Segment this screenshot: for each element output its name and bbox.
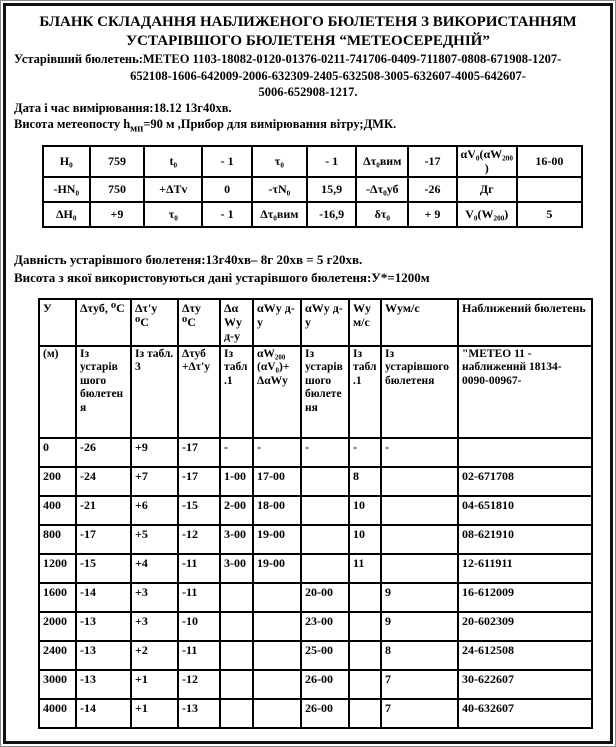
- main-cell: -26: [76, 438, 131, 467]
- summary-cell: 5: [517, 202, 582, 227]
- main-cell: 19-00: [253, 554, 301, 583]
- main-cell: -: [301, 438, 349, 467]
- main-subheader-cell: "МЕТЕО 11 - наближений 18134-0090-00967-: [458, 346, 592, 438]
- main-cell: [220, 670, 253, 699]
- summary-cell: τ₀: [252, 146, 307, 176]
- main-cell: [220, 641, 253, 670]
- main-row: [39, 612, 592, 641]
- main-cell: +3: [131, 583, 178, 612]
- main-cell: 26-00: [301, 670, 349, 699]
- main-subheader-cell: (м): [39, 346, 76, 438]
- main-cell: -15: [76, 554, 131, 583]
- main-cell: 23-00: [301, 612, 349, 641]
- main-cell: 3-00: [220, 525, 253, 554]
- main-cell: [253, 583, 301, 612]
- main-subheader-cell: Із устарівшого бюлетеня: [381, 346, 458, 438]
- main-cell: -24: [76, 467, 131, 496]
- main-cell: [253, 641, 301, 670]
- main-subheader-row: [39, 346, 592, 438]
- main-cell: [301, 525, 349, 554]
- main-cell: +6: [131, 496, 178, 525]
- summary-cell: -17: [408, 146, 457, 176]
- summary-cell: [517, 177, 582, 202]
- main-cell: [253, 699, 301, 728]
- main-cell: [458, 438, 592, 467]
- main-row: [39, 496, 592, 525]
- main-cell: 17-00: [253, 467, 301, 496]
- main-cell: 1200: [39, 554, 76, 583]
- main-cell: -14: [76, 583, 131, 612]
- main-cell: -13: [76, 641, 131, 670]
- main-cell: [301, 467, 349, 496]
- main-cell: 2-00: [220, 496, 253, 525]
- summary-cell: ΔН₀: [43, 202, 90, 227]
- height-subscript: мп: [130, 123, 144, 135]
- main-cell: -21: [76, 496, 131, 525]
- main-cell: [349, 612, 381, 641]
- summary-cell: Дг: [457, 177, 517, 202]
- summary-cell: -26: [408, 177, 457, 202]
- main-cell: 08-621910: [458, 525, 592, 554]
- main-row: [39, 641, 592, 670]
- summary-cell: -НN₀: [43, 177, 90, 202]
- main-header-cell: Наближений бюлетень: [458, 299, 592, 345]
- title-line-2: УСТАРІВШОГО БЮЛЕТЕНЯ “МЕТЕОСЕРЕДНІЙ”: [126, 33, 490, 50]
- main-cell: 4000: [39, 699, 76, 728]
- main-header-cell: Δτуб, ⁰С: [76, 299, 131, 345]
- main-cell: -13: [178, 699, 220, 728]
- main-header-cell: Δτу ⁰С: [178, 299, 220, 345]
- main-cell: -12: [178, 670, 220, 699]
- main-cell: [301, 496, 349, 525]
- main-cell: -: [349, 438, 381, 467]
- main-cell: 8: [349, 467, 381, 496]
- summary-row: [43, 202, 582, 227]
- main-cell: +7: [131, 467, 178, 496]
- document-frame: [3, 3, 613, 744]
- main-cell: +4: [131, 554, 178, 583]
- main-cell: +1: [131, 670, 178, 699]
- summary-cell: Δτ₀вим: [356, 146, 408, 176]
- main-cell: [220, 612, 253, 641]
- main-cell: 11: [349, 554, 381, 583]
- summary-cell: δτ₀: [356, 202, 408, 227]
- main-cell: [220, 583, 253, 612]
- summary-cell: t₀: [144, 146, 202, 176]
- main-cell: 25-00: [301, 641, 349, 670]
- main-cell: [349, 641, 381, 670]
- main-cell: 40-632607: [458, 699, 592, 728]
- height-used-line: Висота з якої використовуються дані устарівшого бюлетеня:У*=1200м: [14, 269, 430, 285]
- main-cell: 2000: [39, 612, 76, 641]
- main-cell: 30-622607: [458, 670, 592, 699]
- main-row: [39, 467, 592, 496]
- main-cell: [301, 554, 349, 583]
- main-cell: -17: [178, 467, 220, 496]
- main-cell: +2: [131, 641, 178, 670]
- old-bulletin-line-1: Устарівший бюлетень:МЕТЕО 1103-18082-0120-01376-0211-741706-0409-711807-0808-671908-1207-: [14, 52, 562, 67]
- main-row: [39, 699, 592, 728]
- main-cell: -: [220, 438, 253, 467]
- main-cell: [220, 699, 253, 728]
- main-row: [39, 670, 592, 699]
- summary-cell: 750: [90, 177, 145, 202]
- main-cell: 3000: [39, 670, 76, 699]
- height-suffix: =90 м ,Прибор для вимірювання вітру;ДМК.: [143, 117, 397, 132]
- summary-cell: αV₀(αW₂₀₀): [457, 146, 517, 176]
- main-cell: 04-651810: [458, 496, 592, 525]
- summary-cell: - 1: [202, 202, 252, 227]
- main-header-cell: У: [39, 299, 76, 345]
- summary-cell: Н₀: [43, 146, 90, 176]
- summary-row: [43, 177, 582, 202]
- main-cell: [381, 525, 458, 554]
- summary-cell: +9: [90, 202, 145, 227]
- main-cell: -11: [178, 554, 220, 583]
- main-cell: 10: [349, 496, 381, 525]
- main-cell: +5: [131, 525, 178, 554]
- summary-cell: V₀(W₂₀₀): [457, 202, 517, 227]
- main-cell: -14: [76, 699, 131, 728]
- main-row: [39, 583, 592, 612]
- main-cell: -13: [76, 612, 131, 641]
- main-cell: -10: [178, 612, 220, 641]
- main-cell: [349, 670, 381, 699]
- main-cell: 10: [349, 525, 381, 554]
- main-cell: 24-612508: [458, 641, 592, 670]
- met-post-height-line: [14, 116, 602, 136]
- main-cell: 200: [39, 467, 76, 496]
- main-cell: +3: [131, 612, 178, 641]
- summary-cell: -Δτ₀уб: [356, 177, 408, 202]
- main-cell: 26-00: [301, 699, 349, 728]
- main-header-cell: αWу д-у: [253, 299, 301, 345]
- document-title: [14, 13, 602, 51]
- summary-cell: 15,9: [307, 177, 357, 202]
- main-cell: [381, 496, 458, 525]
- main-subheader-cell: Із табл.1: [220, 346, 253, 438]
- main-cell: 7: [381, 670, 458, 699]
- main-subheader-cell: αW₂₀₀ (αV₀)+ ΔαWу: [253, 346, 301, 438]
- bulletin-age-line: Давність устарівшого бюлетеня:13г40хв– 8г 20хв = 5 г20хв.: [14, 251, 363, 267]
- main-cell: 8: [381, 641, 458, 670]
- main-cell: 1-00: [220, 467, 253, 496]
- main-cell: 9: [381, 612, 458, 641]
- main-cell: [381, 554, 458, 583]
- old-bulletin-line-3: 5006-652908-1217.: [258, 84, 358, 99]
- main-cell: -11: [178, 641, 220, 670]
- main-row: [39, 525, 592, 554]
- main-cell: 0: [39, 438, 76, 467]
- main-subheader-cell: Δτуб +Δτ'у: [178, 346, 220, 438]
- main-table: [38, 298, 593, 728]
- main-cell: 18-00: [253, 496, 301, 525]
- old-bulletin-line-2: 652108-1606-642009-2006-632309-2405-632508-3005-632607-4005-642607-: [130, 68, 526, 83]
- main-cell: 12-611911: [458, 554, 592, 583]
- main-cell: [253, 670, 301, 699]
- main-header-cell: αWу д-у: [301, 299, 349, 345]
- main-cell: -11: [178, 583, 220, 612]
- main-cell: 7: [381, 699, 458, 728]
- main-header-cell: Wум/с: [381, 299, 458, 345]
- main-cell: 1600: [39, 583, 76, 612]
- summary-row: [43, 146, 582, 176]
- main-cell: -17: [178, 438, 220, 467]
- main-cell: 9: [381, 583, 458, 612]
- main-subheader-cell: Із устарівшого бюлетеня: [76, 346, 131, 438]
- title-line-1: БЛАНК СКЛАДАННЯ НАБЛИЖЕНОГО БЮЛЕТЕНЯ З ВИКОРИСТАННЯМ: [39, 14, 577, 30]
- summary-cell: Δτ₀вим: [252, 202, 307, 227]
- main-cell: 800: [39, 525, 76, 554]
- main-cell: -: [253, 438, 301, 467]
- main-header-cell: Δτ'у ⁰С: [131, 299, 178, 345]
- summary-cell: -16,9: [307, 202, 357, 227]
- main-cell: 3-00: [220, 554, 253, 583]
- main-cell: 19-00: [253, 525, 301, 554]
- main-subheader-cell: Із табл.1: [349, 346, 381, 438]
- summary-cell: τ₀: [144, 202, 202, 227]
- summary-cell: -τN₀: [252, 177, 307, 202]
- main-cell: 20-602309: [458, 612, 592, 641]
- main-cell: [349, 699, 381, 728]
- summary-cell: +ΔТv: [144, 177, 202, 202]
- main-cell: +1: [131, 699, 178, 728]
- summary-cell: 16-00: [517, 146, 582, 176]
- summary-cell: - 1: [307, 146, 357, 176]
- main-cell: 400: [39, 496, 76, 525]
- old-bulletin-block: [14, 51, 602, 100]
- summary-cell: 0: [202, 177, 252, 202]
- main-header-cell: Wу м/с: [349, 299, 381, 345]
- main-cell: -17: [76, 525, 131, 554]
- main-cell: -15: [178, 496, 220, 525]
- summary-cell: + 9: [408, 202, 457, 227]
- summary-table: [42, 145, 583, 227]
- summary-cell: - 1: [202, 146, 252, 176]
- height-prefix: Висота метеопосту h: [14, 117, 131, 132]
- main-cell: [253, 612, 301, 641]
- main-cell: -13: [76, 670, 131, 699]
- main-cell: -: [381, 438, 458, 467]
- main-cell: -12: [178, 525, 220, 554]
- summary-cell: 759: [90, 146, 145, 176]
- main-row: [39, 554, 592, 583]
- main-cell: [381, 467, 458, 496]
- main-cell: [349, 583, 381, 612]
- main-header-cell: Δα Wу д-у: [220, 299, 253, 345]
- main-subheader-cell: Із табл. 3: [131, 346, 178, 438]
- main-cell: 02-671708: [458, 467, 592, 496]
- main-cell: 16-612009: [458, 583, 592, 612]
- measurement-datetime-line: Дата і час вимірювання:18.12 13г40хв.: [14, 101, 232, 116]
- main-header-row: [39, 299, 592, 345]
- main-row: [39, 438, 592, 467]
- main-cell: +9: [131, 438, 178, 467]
- main-cell: 20-00: [301, 583, 349, 612]
- main-cell: 2400: [39, 641, 76, 670]
- main-subheader-cell: Із устарівшого бюлетеня: [301, 346, 349, 438]
